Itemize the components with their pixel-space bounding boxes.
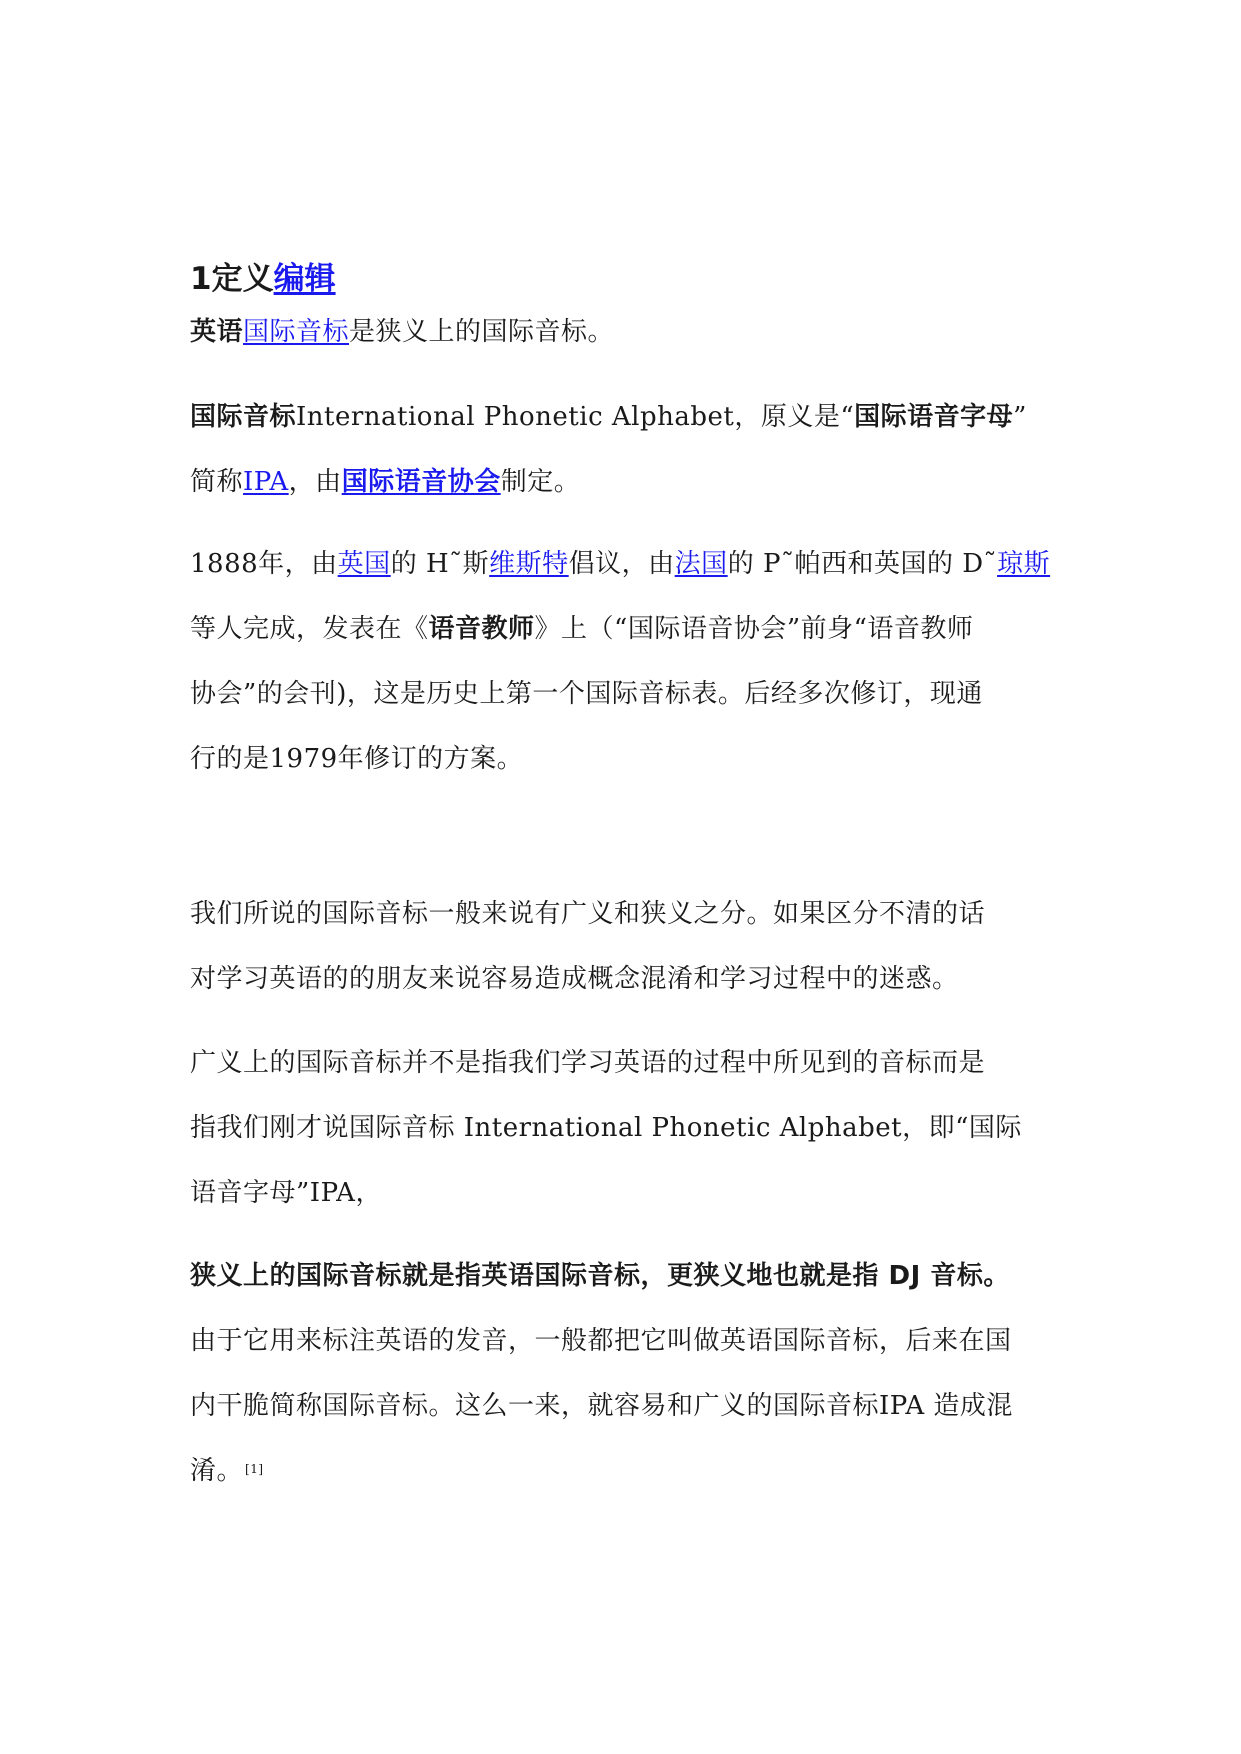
p6-line3: 内干脆简称国际音标。这么一来，就容易和广义的国际音标IPA 造成混 [190,1391,1013,1421]
p2-text2: 简称 [190,467,244,497]
paragraph-6 [190,1244,1070,1504]
p2-quote-close: ” [1013,402,1027,432]
bold-phonetic-alphabet: 国际语音字母 [854,402,1014,432]
edit-link[interactable]: 编辑 [273,261,336,297]
p3-text1: 1888年，由 [190,549,338,579]
p4-line1: 我们所说的国际音标一般来说有广义和狭义之分。如果区分不清的话 [190,899,986,929]
link-sweet[interactable]: 维斯特 [489,549,569,579]
p2-text3: ，由 [288,467,342,497]
p3-text3: 倡议，由 [568,549,675,579]
p5-line2: 指我们刚才说国际音标 International Phonetic Alphabet，即“国际 [190,1113,1022,1143]
p2-text1: International Phonetic Alphabet，原义是 [296,402,841,432]
link-ipa-term[interactable]: 国际音标 [243,317,350,347]
p3-text8: 行的是1979年修订的方案。 [190,744,524,774]
p3-text4: 的 P˜帕西和英国的 D˜ [727,549,998,579]
paragraph-3 [190,532,1070,792]
link-phonetic-association[interactable]: 国际语音协会 [341,467,501,497]
p6-line4: 淆。 [190,1456,244,1486]
heading-number: 1 [190,261,212,297]
p3-text6: 》上（“国际语音协会”前身“语音教师 [534,614,974,644]
p3-text7: 协会”的会刊)，这是历史上第一个国际音标表。后经多次修订，现通 [190,679,983,709]
p6-line2: 由于它用来标注英语的发音，一般都把它叫做英语国际音标，后来在国 [190,1326,1012,1356]
section-heading [190,254,336,304]
link-uk[interactable]: 英国 [337,549,391,579]
p5-line3: 语音字母”IPA， [190,1178,382,1208]
reference-marker[interactable]: [1] [245,1462,264,1476]
p4-line2: 对学习英语的的朋友来说容易造成概念混淆和学习过程中的迷惑。 [190,964,959,994]
link-jones[interactable]: 琼斯 [997,549,1051,579]
p1-rest: 是狭义上的国际音标。 [349,317,615,347]
p5-line1: 广义上的国际音标并不是指我们学习英语的过程中所见到的音标而是 [190,1048,986,1078]
paragraph-5 [190,1031,1070,1226]
p3-text5: 等人完成，发表在《 [190,614,429,644]
bold-narrow-definition: 狭义上的国际音标就是指英语国际音标，更狭义地也就是指 DJ 音标。 [190,1261,1010,1291]
paragraph-1 [190,300,1070,365]
p2-quote-open: “ [840,402,855,432]
link-france[interactable]: 法国 [674,549,728,579]
bold-journal: 语音教师 [428,614,535,644]
p3-text2: 的 H˜斯 [390,549,490,579]
paragraph-4 [190,882,1070,1012]
heading-title: 定义 [211,261,274,297]
paragraph-2 [190,385,1070,515]
bold-english: 英语 [190,317,244,347]
p2-text4: 制定。 [500,467,581,497]
link-ipa[interactable]: IPA [243,467,289,497]
bold-ipa-term: 国际音标 [190,402,297,432]
